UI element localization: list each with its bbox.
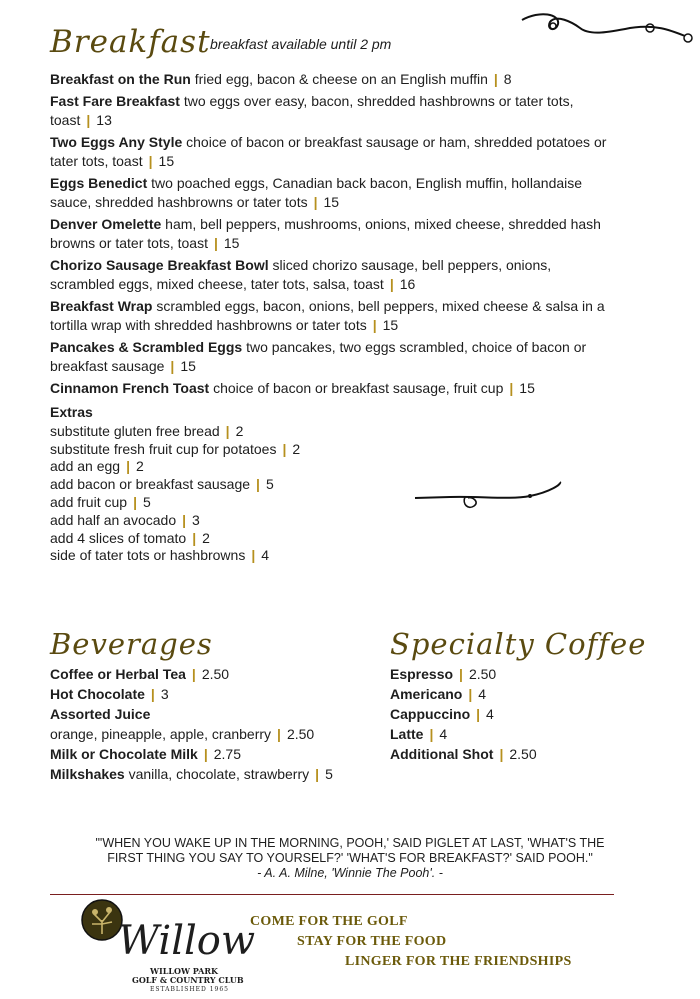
decorative-swirl-top	[520, 8, 695, 58]
breakfast-menu-list	[50, 70, 610, 401]
beverage-name: Assorted Juice	[50, 706, 151, 722]
logo-line-3: ESTABLISHED 1965	[150, 986, 229, 993]
footer-divider	[50, 894, 614, 895]
price-separator: |	[476, 706, 481, 722]
price-separator: |	[203, 746, 208, 762]
coffee-name: Cappuccino	[390, 706, 471, 722]
beverage-item	[50, 704, 370, 724]
slogan-line-2: STAY FOR THE FOOD	[297, 934, 447, 949]
price-separator: |	[133, 493, 137, 510]
menu-item-price: 15	[519, 380, 535, 396]
price-separator: |	[86, 112, 91, 128]
price-separator: |	[150, 686, 155, 702]
price-separator: |	[148, 153, 153, 169]
menu-item-description: two pancakes, two eggs scrambled, choice of bacon or breakfast sausage	[50, 339, 587, 374]
beverage-item	[50, 664, 370, 684]
beverage-price: 2.50	[286, 726, 315, 742]
extras-list	[50, 423, 390, 565]
extra-item-price: 2	[292, 440, 301, 457]
menu-item-price: 15	[158, 153, 175, 169]
extra-item	[50, 423, 390, 441]
extra-item-price: 2	[202, 529, 210, 546]
extra-item	[50, 547, 390, 565]
price-separator: |	[277, 726, 281, 742]
menu-item-name: Breakfast on the Run	[50, 71, 191, 87]
price-separator: |	[389, 276, 394, 292]
menu-item	[50, 297, 610, 335]
coffee-price: 2.50	[509, 746, 537, 762]
menu-item-name: Two Eggs Any Style	[50, 134, 183, 150]
beverage-price: 5	[325, 766, 333, 782]
price-separator: |	[459, 666, 463, 682]
price-separator: |	[225, 422, 230, 439]
slogan-line-1: COME FOR THE GOLF	[250, 914, 408, 929]
menu-item-price: 15	[382, 317, 399, 333]
coffee-price: 4	[486, 706, 494, 722]
menu-item-name: Cinnamon French Toast	[50, 380, 210, 396]
beverage-description: orange, pineapple, apple, cranberry	[50, 726, 272, 742]
price-separator: |	[191, 666, 196, 682]
extra-item-name: substitute fresh fruit cup for potatoes	[50, 440, 277, 457]
beverage-item	[50, 764, 370, 784]
price-separator: |	[170, 358, 175, 374]
beverages-section	[50, 626, 370, 784]
extra-item-name: add fruit cup	[50, 493, 128, 510]
menu-item	[50, 92, 610, 130]
price-separator: |	[282, 440, 287, 457]
menu-item-name: Chorizo Sausage Breakfast Bowl	[50, 257, 269, 273]
menu-item-price: 15	[223, 235, 240, 251]
extra-item-name: substitute gluten free bread	[50, 422, 220, 439]
menu-item	[50, 338, 610, 376]
beverage-description: vanilla, chocolate, strawberry	[124, 766, 310, 782]
extra-item-name: add 4 slices of tomato	[50, 529, 187, 546]
coffee-name: Additional Shot	[390, 746, 494, 762]
extra-item-price: 4	[261, 547, 270, 564]
slogan-line-3: LINGER FOR THE FRIENDSHIPS	[345, 954, 572, 969]
menu-item-price: 15	[180, 358, 196, 374]
menu-item	[50, 379, 610, 398]
beverage-name: Coffee or Herbal Tea	[50, 666, 186, 682]
logo-line-2: GOLF & COUNTRY CLUB	[132, 975, 244, 985]
extra-item	[50, 441, 390, 459]
extra-item	[50, 458, 390, 476]
coffee-item	[390, 664, 670, 684]
logo-wordmark: Willow	[118, 918, 256, 964]
price-separator: |	[315, 766, 320, 782]
price-separator: |	[499, 746, 504, 762]
price-separator: |	[313, 194, 318, 210]
beverage-price: 3	[160, 686, 169, 702]
menu-item	[50, 133, 610, 171]
price-separator: |	[126, 458, 130, 475]
beverages-list	[50, 664, 370, 784]
menu-item-description: two eggs over easy, bacon, shredded hashbrowns or tater tots, toast	[50, 93, 574, 128]
extra-item-price: 2	[136, 458, 144, 475]
menu-item	[50, 215, 610, 253]
coffee-name: Espresso	[390, 666, 454, 682]
quote-block	[40, 836, 660, 881]
extras-section	[50, 404, 390, 565]
price-separator: |	[251, 547, 256, 564]
beverage-name: Hot Chocolate	[50, 686, 145, 702]
extra-item-price: 2	[235, 422, 244, 439]
extra-item-name: add an egg	[50, 458, 121, 475]
quote-line-2: FIRST THING YOU SAY TO YOURSELF?' 'WHAT'S FOR BREAKFAST?' SAID POOH."	[107, 851, 593, 865]
quote-line-1: "'WHEN YOU WAKE UP IN THE MORNING, POOH,' SAID PIGLET AT LAST, 'WHAT'S THE	[95, 836, 605, 850]
coffee-price: 2.50	[468, 666, 497, 682]
beverage-name: Milk or Chocolate Milk	[50, 746, 198, 762]
price-separator: |	[429, 726, 434, 742]
decorative-swirl-middle	[410, 480, 570, 520]
coffee-item	[390, 704, 670, 724]
coffee-name: Latte	[390, 726, 424, 742]
menu-item-price: 16	[399, 276, 416, 292]
quote-attribution: - A. A. Milne, 'Winnie The Pooh'. -	[257, 866, 443, 880]
menu-item-description: fried egg, bacon & cheese on an English muffin	[190, 71, 488, 87]
menu-item	[50, 174, 610, 212]
coffee-item	[390, 724, 670, 744]
extra-item-price: 3	[192, 511, 200, 528]
extra-item-price: 5	[142, 493, 151, 510]
beverage-item	[50, 744, 370, 764]
price-separator: |	[213, 235, 218, 251]
beverage-name: Milkshakes	[50, 766, 125, 782]
price-separator: |	[493, 71, 498, 87]
menu-item-description: sliced chorizo sausage, bell peppers, onions, scrambled eggs, mixed cheese, tater tots, salsa, toast	[50, 257, 552, 292]
menu-item-price: 15	[323, 194, 340, 210]
extra-item	[50, 512, 390, 530]
menu-item-description: ham, bell peppers, mushrooms, onions, mixed cheese, shredded hash browns or tater tots, toast	[50, 216, 601, 251]
extra-item-name: add half an avocado	[50, 511, 177, 528]
menu-item-description: choice of bacon or breakfast sausage or ham, shredded potatoes or tater tots, toast	[50, 134, 607, 169]
coffee-price: 4	[478, 686, 487, 702]
price-separator: |	[468, 686, 473, 702]
menu-item-price: 13	[96, 112, 112, 128]
specialty-coffee-heading: Specialty Coffee	[390, 627, 647, 661]
extra-item	[50, 530, 390, 548]
breakfast-availability-note: breakfast available until 2 pm	[210, 36, 392, 52]
beverage-price: 2.50	[201, 666, 230, 682]
menu-item	[50, 256, 610, 294]
menu-item-name: Denver Omelette	[50, 216, 162, 232]
price-separator: |	[509, 380, 514, 396]
extra-item-price: 5	[265, 476, 274, 493]
beverage-price: 2.75	[213, 746, 241, 762]
extra-item-name: add bacon or breakfast sausage	[50, 476, 251, 493]
coffee-item	[390, 744, 670, 764]
coffee-price: 4	[439, 726, 448, 742]
beverage-item	[50, 684, 370, 704]
menu-item-price: 8	[503, 71, 512, 87]
extras-heading: Extras	[50, 404, 93, 420]
coffee-name: Americano	[390, 686, 463, 702]
menu-item-description: two poached eggs, Canadian back bacon, English muffin, hollandaise sauce, shredded hashbrowns or tater tots	[50, 175, 583, 210]
price-separator: |	[256, 476, 260, 493]
logo-line-1: WILLOW PARK	[150, 966, 218, 976]
menu-item	[50, 70, 610, 89]
price-separator: |	[182, 511, 187, 528]
beverage-item	[50, 724, 370, 744]
coffee-item	[390, 684, 670, 704]
menu-item-name: Eggs Benedict	[50, 175, 148, 191]
specialty-coffee-list	[390, 664, 670, 764]
specialty-coffee-section	[390, 626, 670, 764]
extra-item	[50, 476, 390, 494]
beverages-heading: Beverages	[50, 627, 213, 661]
extra-item-name: side of tater tots or hashbrowns	[50, 547, 246, 564]
price-separator: |	[192, 529, 197, 546]
menu-item-name: Pancakes & Scrambled Eggs	[50, 339, 243, 355]
menu-item-name: Breakfast Wrap	[50, 298, 153, 314]
price-separator: |	[372, 317, 377, 333]
menu-item-description: scrambled eggs, bacon, onions, bell peppers, mixed cheese & salsa in a tortilla wrap with shredded hashbrowns or tater tots	[50, 298, 605, 333]
menu-item-name: Fast Fare Breakfast	[50, 93, 180, 109]
extra-item	[50, 494, 390, 512]
menu-item-description: choice of bacon or breakfast sausage, fruit cup	[209, 380, 504, 396]
breakfast-heading: Breakfast	[50, 24, 211, 60]
